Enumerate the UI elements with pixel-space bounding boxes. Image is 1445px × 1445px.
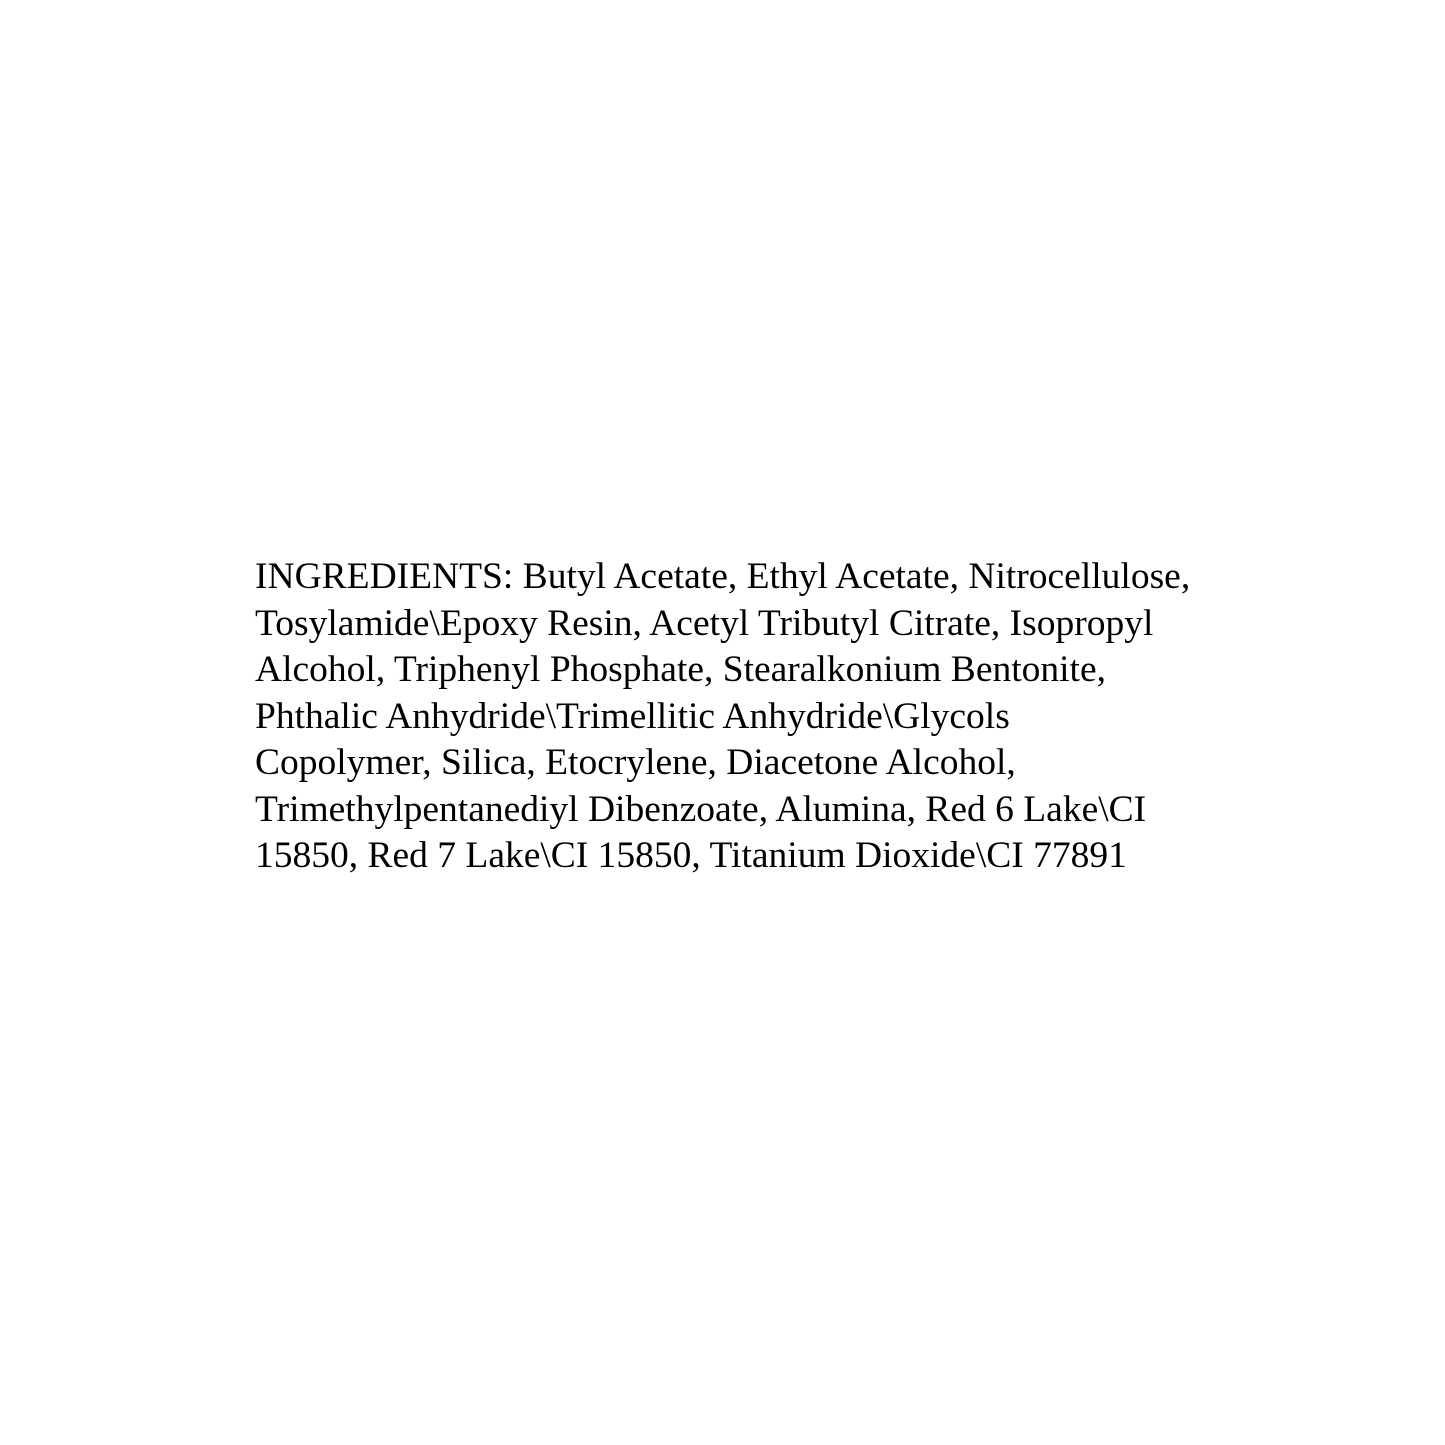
ingredients-text-line: Alcohol, Triphenyl Phosphate, Stearalkonium Bentonite, [255,649,1106,690]
ingredients-text-line: Phthalic Anhydride\Trimellitic Anhydride\Glycols [255,695,1010,737]
ingredients-paragraph [255,554,1205,880]
ingredients-text-line: Tosylamide\Epoxy Resin, Acetyl Tributyl Citrate, Isopropyl [255,602,1154,644]
ingredients-text-line: Copolymer, Silica, Etocrylene, Diacetone Alcohol, [255,742,1016,783]
ingredients-text-line: INGREDIENTS: Butyl Acetate, Ethyl Acetate, Nitrocellulose, [255,556,1191,597]
ingredients-text-line: Trimethylpentanediyl Dibenzoate, Alumina, Red 6 Lake\CI [255,788,1147,830]
ingredients-text-line: 15850, Red 7 Lake\CI 15850, Titanium Dioxide\CI 77891 [255,835,1127,876]
